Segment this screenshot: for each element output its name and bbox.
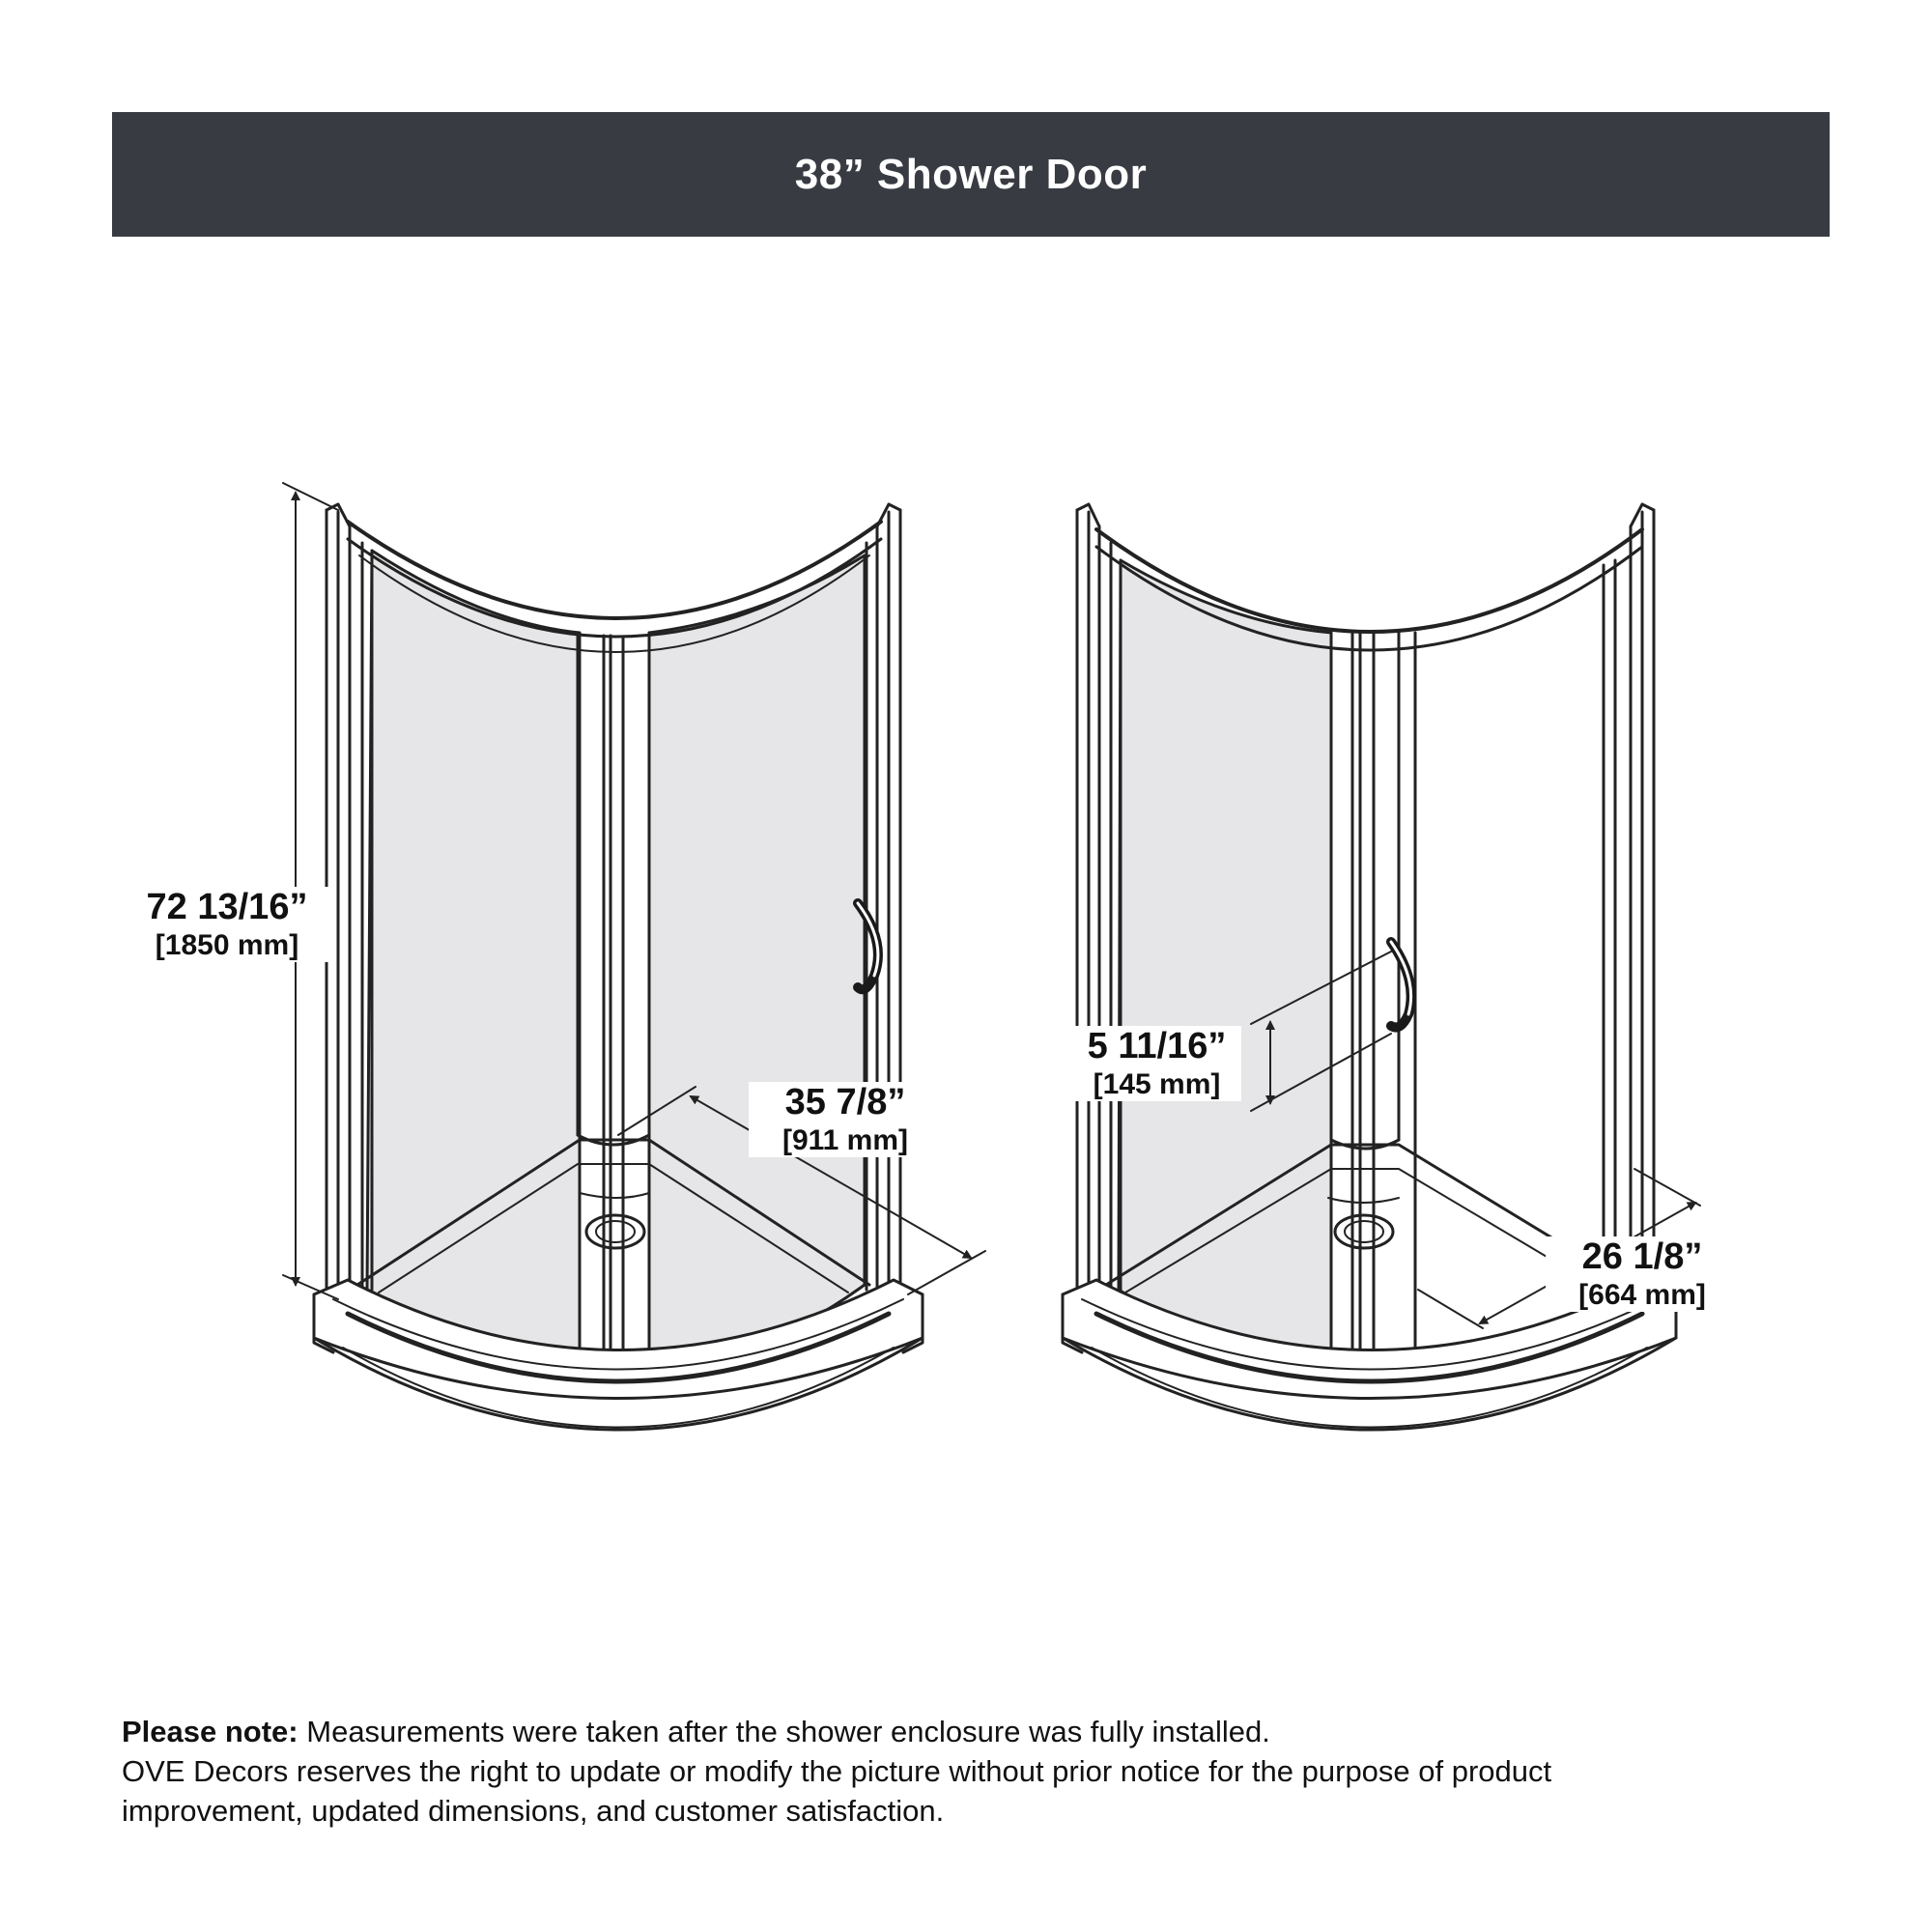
height-dimension-label — [126, 887, 328, 962]
right-wall-jamb — [867, 504, 900, 1294]
note-line-1 — [122, 1712, 1841, 1751]
handle-imperial: 5 11/16” — [1087, 1026, 1227, 1066]
handle-metric: [145 mm] — [1093, 1067, 1221, 1100]
opening-dimension-label — [1546, 1236, 1739, 1312]
right-wall-jamb-open — [1604, 504, 1654, 1345]
note-line-2: OVE Decors reserves the right to update or modify the picture without prior notice for the purpose of product — [122, 1754, 1552, 1788]
enclosure-closed — [283, 483, 985, 1430]
note-label: Please note: — [122, 1715, 298, 1748]
page-title: 38” Shower Door — [794, 150, 1148, 198]
opening-metric: [664 mm] — [1578, 1278, 1706, 1311]
sliding-door-stile — [1331, 633, 1415, 1381]
glass-left-panel — [367, 551, 580, 1377]
note-text-1: Measurements were taken after the shower enclosure was fully installed. — [306, 1715, 1270, 1748]
width-imperial: 35 7/8” — [784, 1082, 906, 1122]
height-imperial: 72 13/16” — [146, 887, 308, 927]
disclaimer-note — [122, 1712, 1841, 1831]
opening-imperial: 26 1/8” — [1581, 1236, 1703, 1277]
left-wall-jamb-open — [1077, 504, 1121, 1294]
note-line-3: improvement, updated dimensions, and customer satisfaction. — [122, 1794, 945, 1828]
width-metric: [911 mm] — [781, 1123, 909, 1156]
handle-dimension-label — [1072, 1026, 1241, 1101]
height-metric: [1850 mm] — [155, 928, 299, 961]
glass-right-panel — [649, 555, 865, 1377]
left-wall-jamb — [327, 504, 372, 1294]
center-stile — [578, 633, 649, 1377]
width-dimension-label — [749, 1082, 942, 1157]
